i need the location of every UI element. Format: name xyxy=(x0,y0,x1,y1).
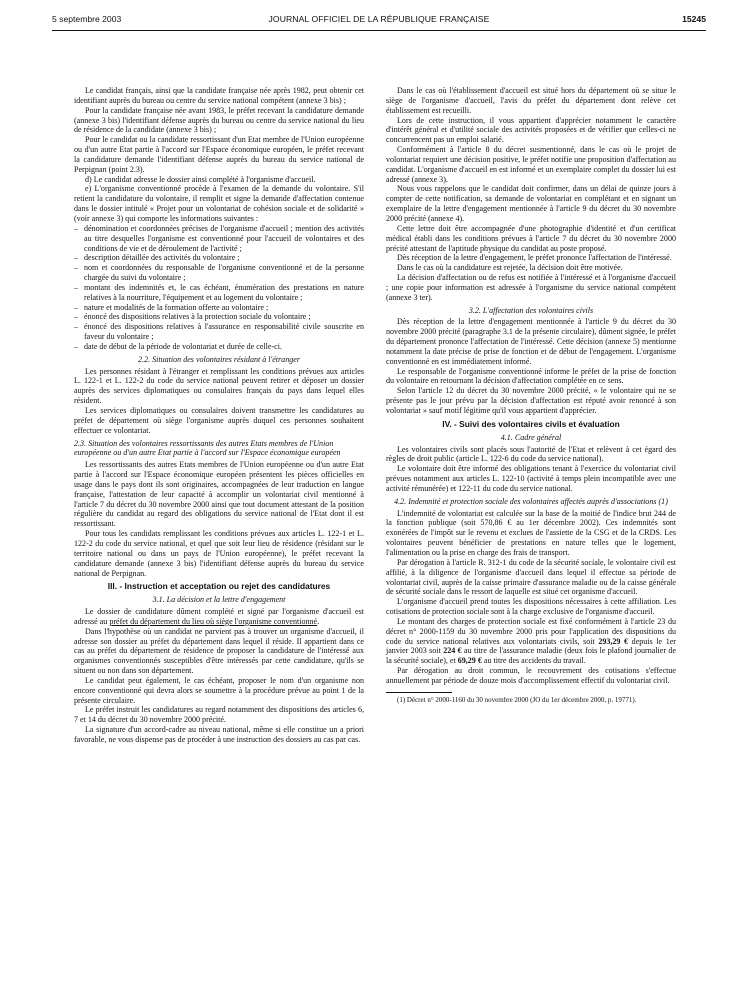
amount: 69,29 € xyxy=(457,656,482,666)
subsection-heading: 4.1. Cadre général xyxy=(500,432,562,442)
paragraph: Lors de cette instruction, il vous appartient d'apprécier notamment le caractère d'intérêt général et d'utilité sociale des activités proposées et de vérifier que celles-ci ne concurrencent pas un emploi salarié. xyxy=(386,115,676,145)
subsection-heading: 3.2. L'affectation des volontaires civils xyxy=(468,305,594,315)
paragraph: Dès réception de la lettre d'engagement mentionnée à l'article 9 du décret du 30 novembre 2000 précité (paragraphe 3.1 de la présente circulaire), dûment signée, le préfet du département prononce l'affectation de l'intéressé. Cette décision (annexe 5) mentionne notamment la date précise de prise de fonction et de début de l'engagement. L'organisme conventionné en est immédiatement informé. xyxy=(386,317,676,366)
subsection-heading: 3.1. La décision et la lettre d'engagement xyxy=(152,595,286,605)
paragraph: Cette lettre doit être accompagnée d'une photographie d'identité et d'un certificat médical établi dans les conditions prévues à l'article 7 du décret du 30 novembre 2000 précité attestant de l'aptitude physique du candidat au poste proposé. xyxy=(386,223,676,253)
header-journal-title: JOURNAL OFFICIEL DE LA RÉPUBLIQUE FRANÇAISE xyxy=(268,14,490,24)
list-item: – montant des indemnités et, le cas échéant, énumération des prestations en nature relatives à la nourriture, l'équipement et au logement du volontaire ; xyxy=(74,283,364,303)
section-heading: IV. - Suivi des volontaires civils et évaluation xyxy=(442,418,620,429)
paragraph: e) L'organisme conventionné procède à l'examen de la demande du volontaire. S'il retient la candidature du volontaire, il remplit et signe la demande d'affectation contenue dans le dossier intitulé « Projet pour un volontariat de cohésion sociale et de solidarité » (voir annexe 3) qui comporte les informations suivantes : xyxy=(74,184,364,223)
subsection-heading: 4.2. Indemnité et protection sociale des volontaires affectés auprès d'associations (1) xyxy=(394,496,668,506)
paragraph: Le responsable de l'organisme conventionné informe le préfet de la prise de fonction du volontaire en retournant la décision d'affectation complétée en ce sens. xyxy=(386,366,676,386)
paragraph: Dans l'hypothèse où un candidat ne parvient pas à trouver un organisme d'accueil, il adresse son dossier au préfet du département dans lequel il réside. Il appartient dans ce cas au préfet du département de résidence de proposer la candidature de l'intéressé aux organismes conventionnés susceptibles d'être intéressés par cette candidature, qu'ils se situent ou non dans son département. xyxy=(74,626,364,676)
information-list xyxy=(74,224,364,352)
section-heading: III. - Instruction et acceptation ou rejet des candidatures xyxy=(107,581,331,592)
paragraph: Selon l'article 12 du décret du 30 novembre 2000 précité, « le volontaire qui ne se présente pas le jour prévu par la décision d'affectation est réputé avoir renoncé à son volontariat » sauf motif légitime qu'il vous appartient d'apprécier. xyxy=(386,386,676,415)
list-item: – nom et coordonnées du responsable de l'organisme conventionné et de la personne chargée du suivi du volontaire ; xyxy=(74,263,364,283)
paragraph: Le montant des charges de protection sociale est fixé conformément à l'article 23 du décret n° 2000-1159 du 30 novembre 2000 pris pour l'application des dispositions du code du service national relatives aux volontariats civils, soit 293,29 € depuis le 1er janvier 2003 soit 224 € au titre de l'assurance maladie (deux fois le plafond journalier de la sécurité sociale), et 69,29 € au titre des accidents du travail. xyxy=(386,616,676,666)
list-item: – dénomination et coordonnées précises de l'organisme d'accueil ; mention des activités au titre desquelles l'organisme est conventionné pour l'accueil de volontaires et des conditions de vie et de déroulement de l'activité ; xyxy=(74,224,364,254)
list-item: – description détaillée des activités du volontaire ; xyxy=(74,253,364,263)
list-item: – énoncé des dispositions relatives à la protection sociale du volontaire ; xyxy=(74,312,364,322)
paragraph: Les volontaires civils sont placés sous l'autorité de l'Etat et relèvent à cet égard des règles de droit public (article L. 122-6 du code du service national). xyxy=(386,444,676,464)
paragraph: Conformément à l'article 8 du décret susmentionné, dans le cas où le projet de volontariat requiert une décision positive, le préfet notifie une proposition d'affectation au candidat. L'organisme d'accueil en est informé et un exemplaire complet du dossier lui est adressé (annexe 3). xyxy=(386,145,676,184)
paragraph: Dans le cas où la candidature est rejetée, la décision doit être motivée. xyxy=(397,263,623,273)
list-item: – nature et modalités de la formation offerte au volontaire ; xyxy=(74,303,364,313)
paragraph: d) Le candidat adresse le dossier ainsi complété à l'organisme d'accueil. xyxy=(85,174,316,184)
amount: 224 € xyxy=(443,646,462,656)
amount: 293,29 € xyxy=(598,636,629,646)
paragraph: Le préfet instruit les candidatures au regard notamment des dispositions des articles 6, 7 et 14 du décret du 30 novembre 2000 précité. xyxy=(74,705,364,725)
paragraph: Le candidat français, ainsi que la candidate française née après 1982, peut obtenir cet identifiant auprès du bureau ou centre du service national compétent (annexe 3 bis) ; xyxy=(74,86,364,105)
paragraph: Les services diplomatiques ou consulaires doivent transmettre les candidatures au préfet de département où siège l'organisme auprès duquel ces personnes souhaitent effectuer ce volontariat. xyxy=(74,406,364,435)
paragraph: L'organisme d'accueil prend toutes les dispositions nécessaires à cette affiliation. Les cotisations de protection sociale sont à la charge exclusive de l'organisme d'accueil. xyxy=(386,597,676,617)
paragraph: Pour le candidat ou la candidate ressortissant d'un Etat membre de l'Union européenne ou d'un autre Etat partie à l'accord sur l'Espace économique européen, le préfet recevant la candidature demande l'identifiant défense auprès du bureau du service national de Perpignan (point 2.3). xyxy=(74,135,364,174)
paragraph: Les ressortissants des autres Etats membres de l'Union européenne ou d'un autre Etat partie à l'accord sur l'Espace économique européen présentent les pièces officielles en usage dans le pays dont ils sont originaires, accompagnées de leur traduction en langue française, l'attestation de leur capacité à accomplir un volontariat civil mentionné à l'article 7 du décret du 30 novembre 2000 ainsi que tout document attestant de la position régulière du candidat au regard des obligations du service national de l'Etat dont il est ressortissant. xyxy=(74,460,364,529)
paragraph: L'indemnité de volontariat est calculée sur la base de la moitié de l'indice brut 244 de la fonction publique (soit 570,86 € au 1er décembre 2002). Ces indemnités sont exonérées de l'impôt sur le revenu et exclues de l'assiette de la CSG et de la CRDS. Les volontaires peuvent bénéficier de prestations en nature telles que le logement, l'alimentation ou la prise en charge des frais de transport. xyxy=(386,508,676,557)
paragraph: Nous vous rappelons que le candidat doit confirmer, dans un délai de quinze jours à compter de cette notification, sa demande de volontariat en complétant et en signant un exemplaire de la lettre d'engagement mentionnée à l'article 9 du décret du 30 novembre 2000 précité (annexe 4). xyxy=(386,184,676,223)
list-item: – date de début de la période de volontariat et durée de celle-ci. xyxy=(74,342,364,352)
paragraph: Par dérogation au droit commun, le recouvrement des cotisations s'effectue annuellement par période de douze mois d'accomplissement effectif du volontariat civil. xyxy=(386,666,676,685)
header-rule xyxy=(52,30,706,31)
paragraph: Dans le cas où l'établissement d'accueil est situé hors du département où se situe le siège de l'organisme d'accueil, l'avis du préfet du département dont relève cet établissement est recueilli. xyxy=(386,86,676,115)
header-page-number: 15245 xyxy=(682,14,706,24)
subsection-heading: 2.2. Situation des volontaires résidant à l'étranger xyxy=(138,354,300,364)
right-column xyxy=(386,86,676,704)
paragraph: Dès réception de la lettre d'engagement, le préfet prononce l'affectation de l'intéressé. xyxy=(397,253,672,263)
underlined-text: préfet du département du lieu où siège l'organisme conventionné xyxy=(109,616,318,626)
left-column xyxy=(74,86,364,745)
paragraph: Le candidat peut également, le cas échéant, proposer le nom d'un organisme non encore conventionné qui devra alors se soumettre à la procédure prévue au point 1 de la présente circulaire. xyxy=(74,675,364,705)
paragraph: Le dossier de candidature dûment complété et signé par l'organisme d'accueil est adressé au préfet du département du lieu où siège l'organisme conventionné. xyxy=(74,607,364,626)
list-item: – énoncé des dispositions relatives à l'assurance en responsabilité civile souscrite en faveur du volontaire ; xyxy=(74,322,364,342)
header-date: 5 septembre 2003 xyxy=(52,14,122,24)
paragraph: Les personnes résidant à l'étranger et remplissant les conditions prévues aux articles L. 122-1 et L. 122-2 du code du service national peuvent retirer et déposer un dossier auprès des services diplomatiques ou consulaires français du pays dans lequel elles résident. xyxy=(74,366,364,406)
footnote: (1) Décret n° 2000-1160 du 30 novembre 2000 (JO du 1er décembre 2000, p. 19771). xyxy=(397,695,637,704)
footnote-rule xyxy=(386,692,452,693)
paragraph: Le volontaire doit être informé des obligations tenant à l'exercice du volontariat civil prévues notamment aux articles L. 122-10 (activité à temps plein incompatible avec une activité rémunérée) et 122-11 du code du service national. xyxy=(386,464,676,493)
paragraph: Par dérogation à l'article R. 312-1 du code de la sécurité sociale, le volontaire civil est affilié, à la diligence de l'organisme d'accueil dans lequel il effectue sa période de volontariat civil, auprès de la caisse primaire d'assurance maladie ou de la caisse générale de sécurité sociale dans le ressort de laquelle est situé cet organisme d'accueil. xyxy=(386,557,676,597)
paragraph: La décision d'affectation ou de refus est notifiée à l'intéressé et à l'organisme d'accueil ; une copie pour information est adressée à l'organisme du service national compétent (annexe 3 ter). xyxy=(386,273,676,302)
paragraph: Pour la candidate française née avant 1983, le préfet recevant la candidature demande (annexe 3 bis) l'identifiant défense auprès du bureau ou centre du service national du lieu de résidence de la candidate (annexe 3 bis) ; xyxy=(74,105,364,135)
paragraph: La signature d'un accord-cadre au niveau national, même si elle constitue un a priori favorable, ne vous dispense pas de procéder à une instruction des dossiers au cas par cas. xyxy=(74,725,364,744)
subsection-heading: 2.3. Situation des volontaires ressortissants des autres Etats membres de l'Union européenne ou d'un autre Etat partie à l'accord sur l'Espace économique européen xyxy=(74,438,341,458)
paragraph: Pour tous les candidats remplissant les conditions prévues aux articles L. 122-1 et L. 122-2 du code du service national, et quel que soit leur lieu de résidence (résidant sur le territoire national ou dans un pays de l'Union européenne), le préfet recevant la candidature demande (annexe 3 bis) l'identifiant défense auprès du bureau du service national de Perpignan. xyxy=(74,529,364,578)
